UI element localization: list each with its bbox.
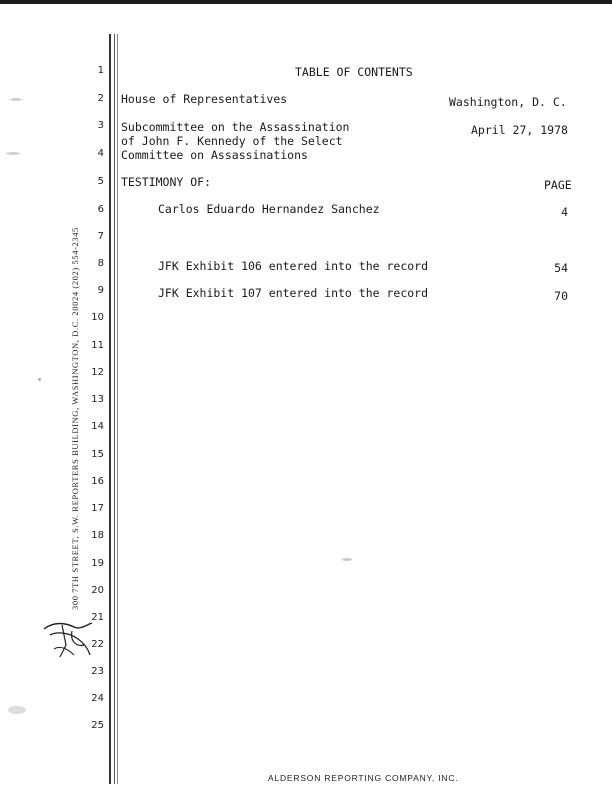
page-top-edge xyxy=(0,0,612,4)
line-number: 7 xyxy=(97,231,104,242)
line-number: 1 xyxy=(97,65,104,76)
subcommittee-line: Committee on Assassinations xyxy=(121,148,308,162)
margin-rule xyxy=(117,34,118,784)
hearing-location: Washington, D. C. xyxy=(449,95,567,109)
scan-speck xyxy=(10,98,22,101)
footer-publisher: ALDERSON REPORTING COMPANY, INC. xyxy=(268,773,459,783)
line-number: 18 xyxy=(91,530,104,541)
margin-rule xyxy=(109,34,111,784)
line-number: 11 xyxy=(91,340,104,351)
line-number: 20 xyxy=(91,585,104,596)
exhibit-entry: JFK Exhibit 106 entered into the record xyxy=(158,259,429,273)
witness-name: Carlos Eduardo Hernandez Sanchez xyxy=(158,202,380,216)
line-number: 6 xyxy=(97,204,104,215)
line-number: 24 xyxy=(91,693,104,704)
testimony-heading: TESTIMONY OF: xyxy=(121,175,212,189)
hearing-date: April 27, 1978 xyxy=(471,123,568,137)
line-number: 8 xyxy=(97,258,104,269)
line-number: 13 xyxy=(91,394,104,405)
line-number: 2 xyxy=(97,93,104,104)
handwritten-mark xyxy=(40,615,98,663)
page-column-heading: PAGE xyxy=(544,178,572,192)
line-number: 23 xyxy=(91,666,104,677)
scan-speck xyxy=(6,152,20,155)
line-number: 17 xyxy=(91,503,104,514)
subcommittee-line: of John F. Kennedy of the Select xyxy=(121,134,343,148)
line-number: 9 xyxy=(97,285,104,296)
line-number: 4 xyxy=(97,148,104,159)
side-margin-address: 300 7TH STREET, S.W. REPORTERS BUILDING, WASHINGTON, D.C. 20024 (202) 554-2345 xyxy=(70,227,80,610)
line-number: 10 xyxy=(91,312,104,323)
witness-page: 4 xyxy=(561,205,568,219)
subcommittee-line: Subcommittee on the Assassination xyxy=(121,120,350,134)
line-number: 5 xyxy=(97,176,104,187)
scan-speck xyxy=(342,558,352,561)
line-number: 14 xyxy=(91,421,104,432)
exhibit-entry: JFK Exhibit 107 entered into the record xyxy=(158,286,429,300)
line-number: 19 xyxy=(91,558,104,569)
line-number: 21 xyxy=(91,612,104,623)
line-number: 22 xyxy=(91,639,104,650)
committee-name: House of Representatives xyxy=(121,92,288,106)
page-title: TABLE OF CONTENTS xyxy=(295,65,413,79)
line-number: 16 xyxy=(91,476,104,487)
scan-speck xyxy=(38,378,41,381)
margin-rule xyxy=(114,34,115,784)
line-number: 12 xyxy=(91,367,104,378)
line-number: 3 xyxy=(97,120,104,131)
line-number: 15 xyxy=(91,449,104,460)
exhibit-page: 54 xyxy=(554,261,568,275)
line-number: 25 xyxy=(91,720,104,731)
scan-speck xyxy=(8,706,26,714)
exhibit-page: 70 xyxy=(554,289,568,303)
